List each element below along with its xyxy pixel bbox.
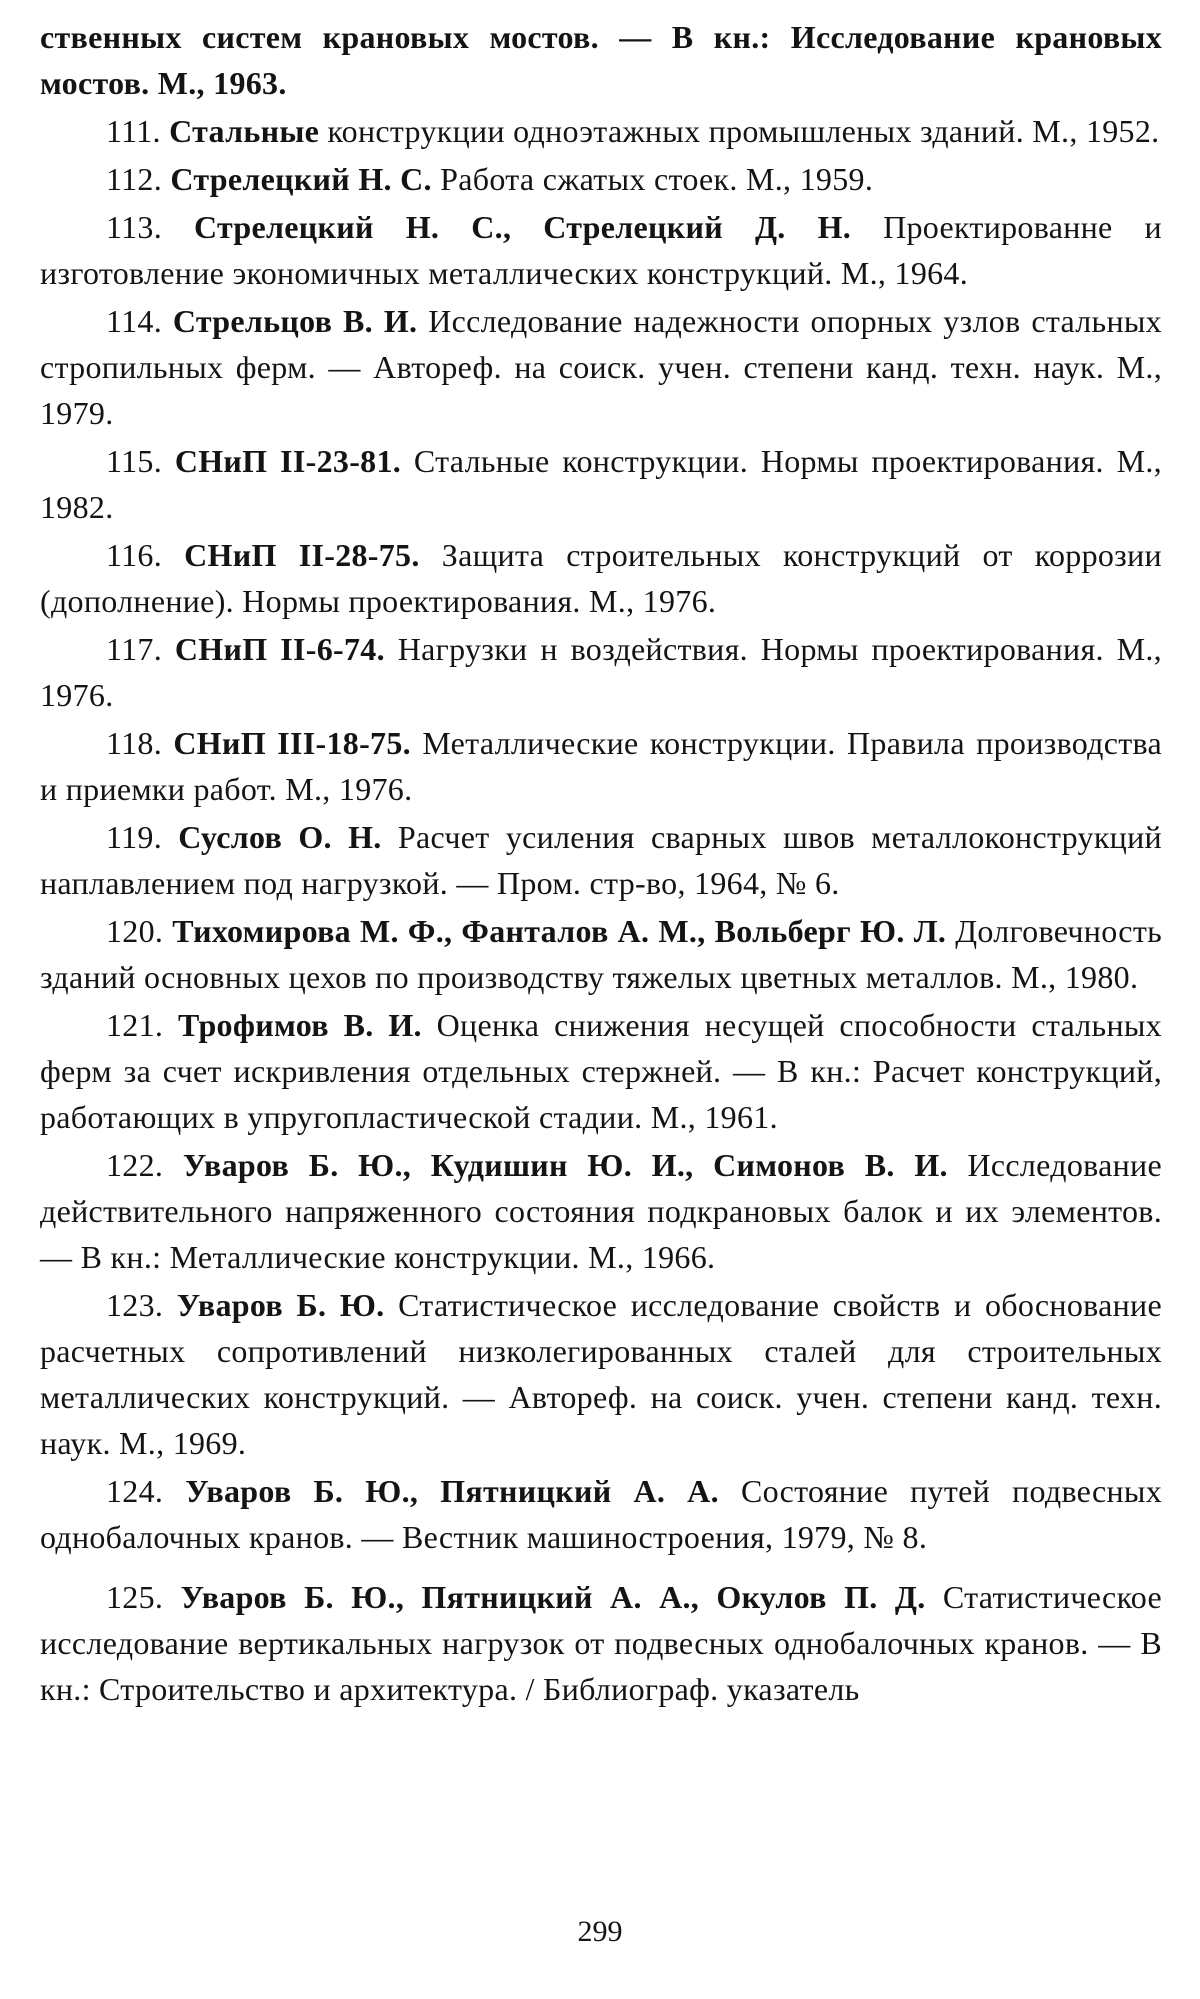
entry-authors: СНиП II-6-74.: [174, 631, 385, 667]
entry-number: 114.: [106, 303, 163, 339]
entry-number: 122.: [106, 1147, 164, 1183]
reference-entry-118: [40, 720, 1162, 812]
reference-entry-117: [40, 626, 1162, 718]
entry-authors: Уваров Б. Ю.: [176, 1287, 385, 1323]
entry-text: Металлические конструкции. Правила производства и приемки работ. М., 1976.: [40, 725, 1162, 807]
entry-text: Нагрузки н воздействия. Нормы проектирования. М., 1976.: [40, 631, 1162, 713]
entry-authors: Стрельцов В. И.: [172, 303, 418, 339]
entry-number: 121.: [106, 1007, 164, 1043]
entry-text: Работа сжатых стоек. М., 1959.: [440, 161, 874, 197]
entry-authors: СНиП II-23-81.: [174, 443, 402, 479]
entry-authors: Стрелецкий Н. С.: [170, 161, 432, 197]
entry-authors: СНиП II-28-75.: [184, 537, 420, 573]
entry-number: 120.: [106, 913, 164, 949]
entry-number: 112.: [106, 161, 163, 197]
reference-entry-111: [40, 108, 1162, 154]
reference-entry-115: [40, 438, 1162, 530]
reference-entry-112: [40, 156, 1162, 202]
entry-number: 111.: [106, 113, 161, 149]
entry-text: Оценка снижения несущей способности стальных ферм за счет искривления отдельных стержней. — В кн.: Расчет конструкций, работающих в упругопластической стадии. М., 1961.: [40, 1007, 1162, 1135]
entry-number: 119.: [106, 819, 163, 855]
entry-number: 124.: [106, 1473, 164, 1509]
entry-number: 115.: [106, 443, 163, 479]
entry-number: 116.: [106, 537, 163, 573]
reference-entry-122: [40, 1142, 1162, 1280]
entry-number: 118.: [106, 725, 163, 761]
entry-text: ственных систем крановых мостов. — В кн.: Исследование крановых мостов. М., 1963.: [40, 19, 1162, 101]
page-number: 299: [577, 1915, 623, 1948]
entry-text: Статистическое исследование свойств и обоснование расчетных сопротивлений низколегированных сталей для строительных металлических конструкций. — Автореф. на соиск. учен. степени канд. техн. наук. М., 1969.: [40, 1287, 1162, 1461]
entry-text: Стальные конструкции. Нормы проектирования. М., 1982.: [40, 443, 1162, 525]
entry-text: Проектированне и изготовление экономичных металлических конструкций. М., 1964.: [40, 209, 1162, 291]
entry-authors: Трофимов В. И.: [178, 1007, 422, 1043]
entry-authors: Уваров Б. Ю., Кудишин Ю. И., Симонов В. И.: [182, 1147, 948, 1183]
entry-authors: Тихомирова М. Ф., Фанталов А. М., Вольберг Ю. Л.: [172, 913, 947, 949]
entry-authors: СНиП III-18-75.: [173, 725, 411, 761]
entry-text: Защита строительных конструкций от коррозии (дополнение). Нормы проектирования. М., 1976.: [40, 537, 1162, 619]
reference-entry-113: [40, 204, 1162, 296]
entry-number: 117.: [106, 631, 163, 667]
entry-text: конструкции одноэтажных промышленых зданий. М., 1952.: [327, 113, 1160, 149]
reference-entry-continued: [40, 14, 1162, 106]
entry-text: Исследование действительного напряженного состояния подкрановых балок и их элементов. — В кн.: Металлические конструкции. М., 1966.: [40, 1147, 1162, 1275]
reference-entry-119: [40, 814, 1162, 906]
entry-number: 113.: [106, 209, 163, 245]
entry-authors: Суслов О. Н.: [178, 819, 382, 855]
entry-authors: Уваров Б. Ю., Пятницкий А. А.: [185, 1473, 719, 1509]
entry-text: Долговечность зданий основных цехов по производству тяжелых цветных металлов. М., 1980.: [40, 913, 1162, 995]
entry-authors: Уваров Б. Ю., Пятницкий А. А., Окулов П. Д.: [180, 1579, 926, 1615]
entry-authors: Стрелецкий Н. С., Стрелецкий Д. Н.: [194, 209, 852, 245]
reference-entry-124: [40, 1468, 1162, 1560]
entry-number: 123.: [106, 1287, 164, 1323]
entry-text: Расчет усиления сварных швов металлоконструкций наплавлением под нагрузкой. — Пром. стр-во, 1964, № 6.: [40, 819, 1162, 901]
reference-entry-114: [40, 298, 1162, 436]
entry-number: 125.: [106, 1579, 164, 1615]
reference-entry-123: [40, 1282, 1162, 1466]
reference-entry-125: [40, 1574, 1162, 1712]
reference-entry-120: [40, 908, 1162, 1000]
reference-entry-116: [40, 532, 1162, 624]
reference-entry-121: [40, 1002, 1162, 1140]
entry-text: Статистическое исследование вертикальных нагрузок от подвесных однобалочных кранов. — В кн.: Строительство и архитектура. / Библиограф. указатель: [40, 1579, 1162, 1707]
entry-text: Исследование надежности опорных узлов стальных стропильных ферм. — Автореф. на соиск. учен. степени канд. техн. наук. М., 1979.: [40, 303, 1162, 431]
entry-authors: Стальные: [169, 113, 320, 149]
reference-list: [40, 14, 1162, 1714]
entry-text: Состояние путей подвесных однобалочных кранов. — Вестник машиностроения, 1979, № 8.: [40, 1473, 1163, 1555]
